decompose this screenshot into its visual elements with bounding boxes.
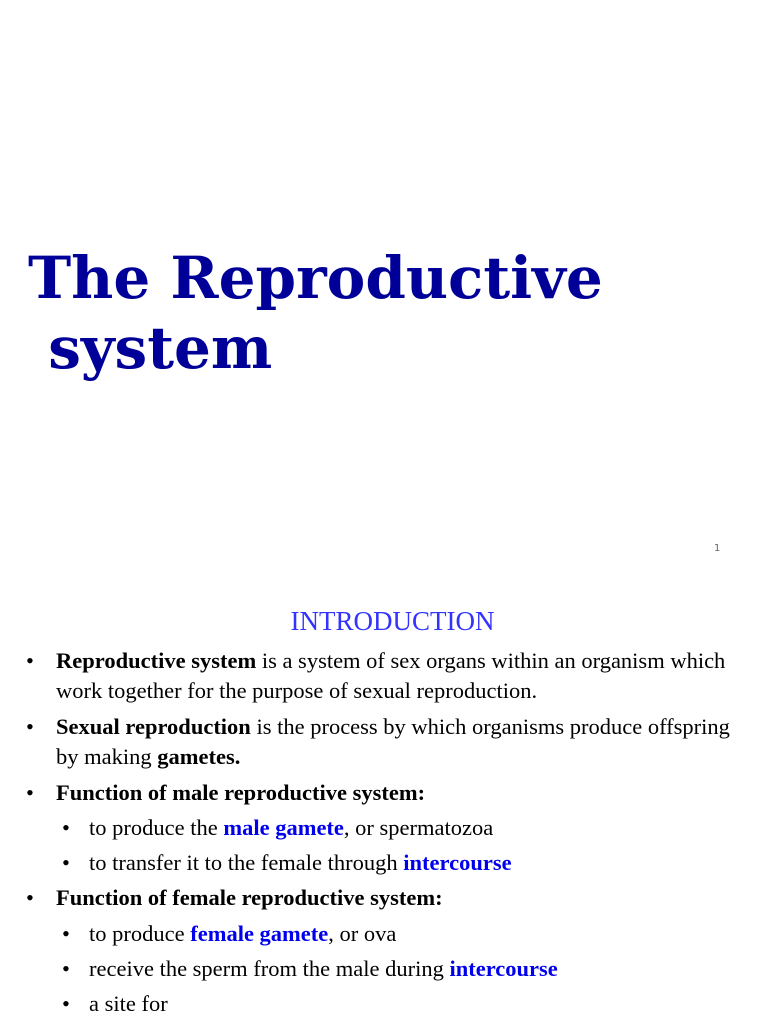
- bullet-icon: •: [26, 714, 34, 739]
- highlight: female gamete: [190, 921, 329, 946]
- text: a site for: [89, 991, 168, 1016]
- term: Sexual reproduction: [56, 714, 251, 739]
- bullet-male-function: [26, 778, 756, 808]
- text: to produce: [89, 921, 191, 946]
- highlight: intercourse: [449, 956, 558, 981]
- bullet-icon: •: [62, 815, 70, 840]
- sub-bullet-male-gamete: [62, 813, 752, 843]
- text: to produce the: [89, 815, 224, 840]
- bullet-icon: •: [26, 780, 34, 805]
- sub-bullet-female-gamete: [62, 919, 752, 949]
- page-number: 1: [714, 543, 721, 554]
- term: Reproductive system: [56, 648, 257, 673]
- text: receive the sperm from the male during: [89, 956, 450, 981]
- text: , or spermatozoa: [343, 815, 494, 840]
- bullet-icon: •: [62, 850, 70, 875]
- highlight: intercourse: [403, 850, 512, 875]
- sub-bullet-receive-sperm: [62, 954, 752, 984]
- bullet-reproductive-system: [26, 646, 756, 706]
- definition: is a system of sex organs within an organism which work together for the purpose of sexual reproduction.: [56, 648, 726, 703]
- bullet-icon: •: [62, 956, 70, 981]
- slide-title: The Reproductive system: [28, 244, 603, 382]
- term-gametes: gametes.: [157, 744, 241, 769]
- sub-bullet-site: [62, 989, 752, 1019]
- definition: is the process by which organisms produce offspring by making: [56, 714, 730, 769]
- bullet-sexual-reproduction: [26, 712, 756, 772]
- text: , or ova: [328, 921, 397, 946]
- bullet-icon: •: [62, 991, 70, 1016]
- term: Function of female reproductive system:: [56, 885, 443, 910]
- highlight: male gamete: [223, 815, 344, 840]
- sub-bullet-transfer: [62, 848, 752, 878]
- bullet-icon: •: [62, 921, 70, 946]
- text: to transfer it to the female through: [89, 850, 404, 875]
- term: Function of male reproductive system:: [56, 780, 426, 805]
- intro-heading: INTRODUCTION: [290, 606, 495, 636]
- bullet-female-function: [26, 883, 756, 913]
- bullet-icon: •: [26, 885, 34, 910]
- intro-slide: [0, 576, 768, 1024]
- bullet-icon: •: [26, 648, 34, 673]
